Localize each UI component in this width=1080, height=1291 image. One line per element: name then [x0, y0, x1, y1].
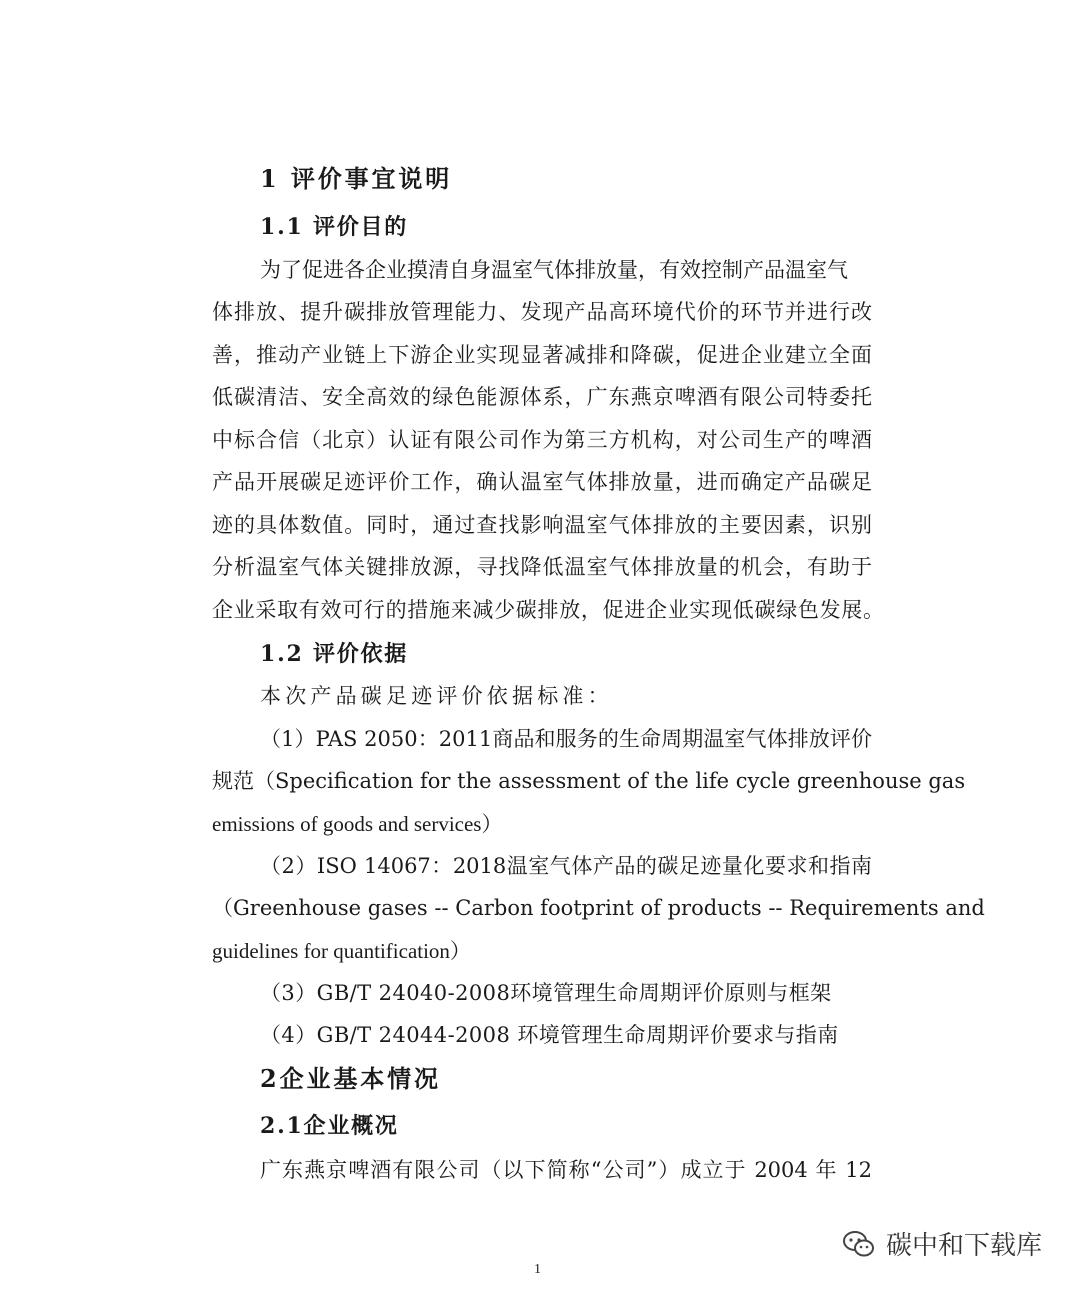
paragraph-purpose-line-4: 低碳清洁、安全高效的绿色能源体系，广东燕京啤酒有限公司特委托 — [212, 385, 872, 409]
watermark-text: 碳中和下载库 — [886, 1231, 1043, 1261]
paragraph-purpose-line-3: 善，推动产业链上下游企业实现显著减排和降碳，促进企业建立全面 — [212, 343, 872, 367]
paragraph-purpose-line-6: 产品开展碳足迹评价工作，确认温室气体排放量，进而确定产品碳足 — [212, 470, 872, 494]
paragraph-purpose-line-5: 中标合信（北京）认证有限公司作为第三方机构，对公司生产的啤酒 — [212, 428, 872, 452]
paragraph-purpose-line-1: 为了促进各企业摸清自身温室气体排放量，有效控制产品温室气 — [260, 258, 848, 282]
heading-section-1-1: 1.1 评价目的 — [260, 214, 409, 240]
standard-1-line-1: （1）PAS 2050：2011商品和服务的生命周期温室气体排放评价 — [260, 727, 872, 751]
paragraph-purpose-line-8: 分析温室气体关键排放源，寻找降低温室气体排放量的机会，有助于 — [212, 555, 872, 579]
standard-4: （4）GB/T 24044-2008 环境管理生命周期评价要求与指南 — [260, 1023, 839, 1047]
standard-1-line-3: emissions of goods and services） — [212, 812, 503, 836]
wechat-icon — [842, 1229, 876, 1259]
basis-intro: 本次产品碳足迹评价依据标准： — [260, 684, 613, 708]
watermark — [842, 1225, 1042, 1262]
standard-2-line-1: （2）ISO 14067：2018温室气体产品的碳足迹量化要求和指南 — [260, 854, 872, 878]
heading-section-2-1: 2.1企业概况 — [260, 1113, 399, 1139]
paragraph-purpose-line-2: 体排放、提升碳排放管理能力、发现产品高环境代价的环节并进行改 — [212, 300, 872, 324]
paragraph-purpose-line-9: 企业采取有效可行的措施来减少碳排放，促进企业实现低碳绿色发展。 — [212, 598, 884, 622]
standard-3: （3）GB/T 24040-2008环境管理生命周期评价原则与框架 — [260, 981, 832, 1005]
heading-section-2: 2企业基本情况 — [260, 1064, 441, 1093]
heading-section-1-2: 1.2 评价依据 — [260, 641, 409, 667]
overview-line: 广东燕京啤酒有限公司（以下简称“公司”）成立于 2004 年 12 — [260, 1158, 872, 1182]
paragraph-purpose-line-7: 迹的具体数值。同时，通过查找影响温室气体排放的主要因素，识别 — [212, 513, 872, 537]
page-number: 1 — [534, 1262, 541, 1277]
heading-section-1: 1 评价事宜说明 — [260, 164, 453, 193]
standard-1-line-2: 规范（Specification for the assessment of the life cycle greenhouse gas — [212, 769, 966, 793]
standard-2-line-2: （Greenhouse gases -- Carbon footprint of products -- Requirements and — [212, 896, 985, 920]
standard-2-line-3: guidelines for quantification） — [212, 939, 471, 963]
